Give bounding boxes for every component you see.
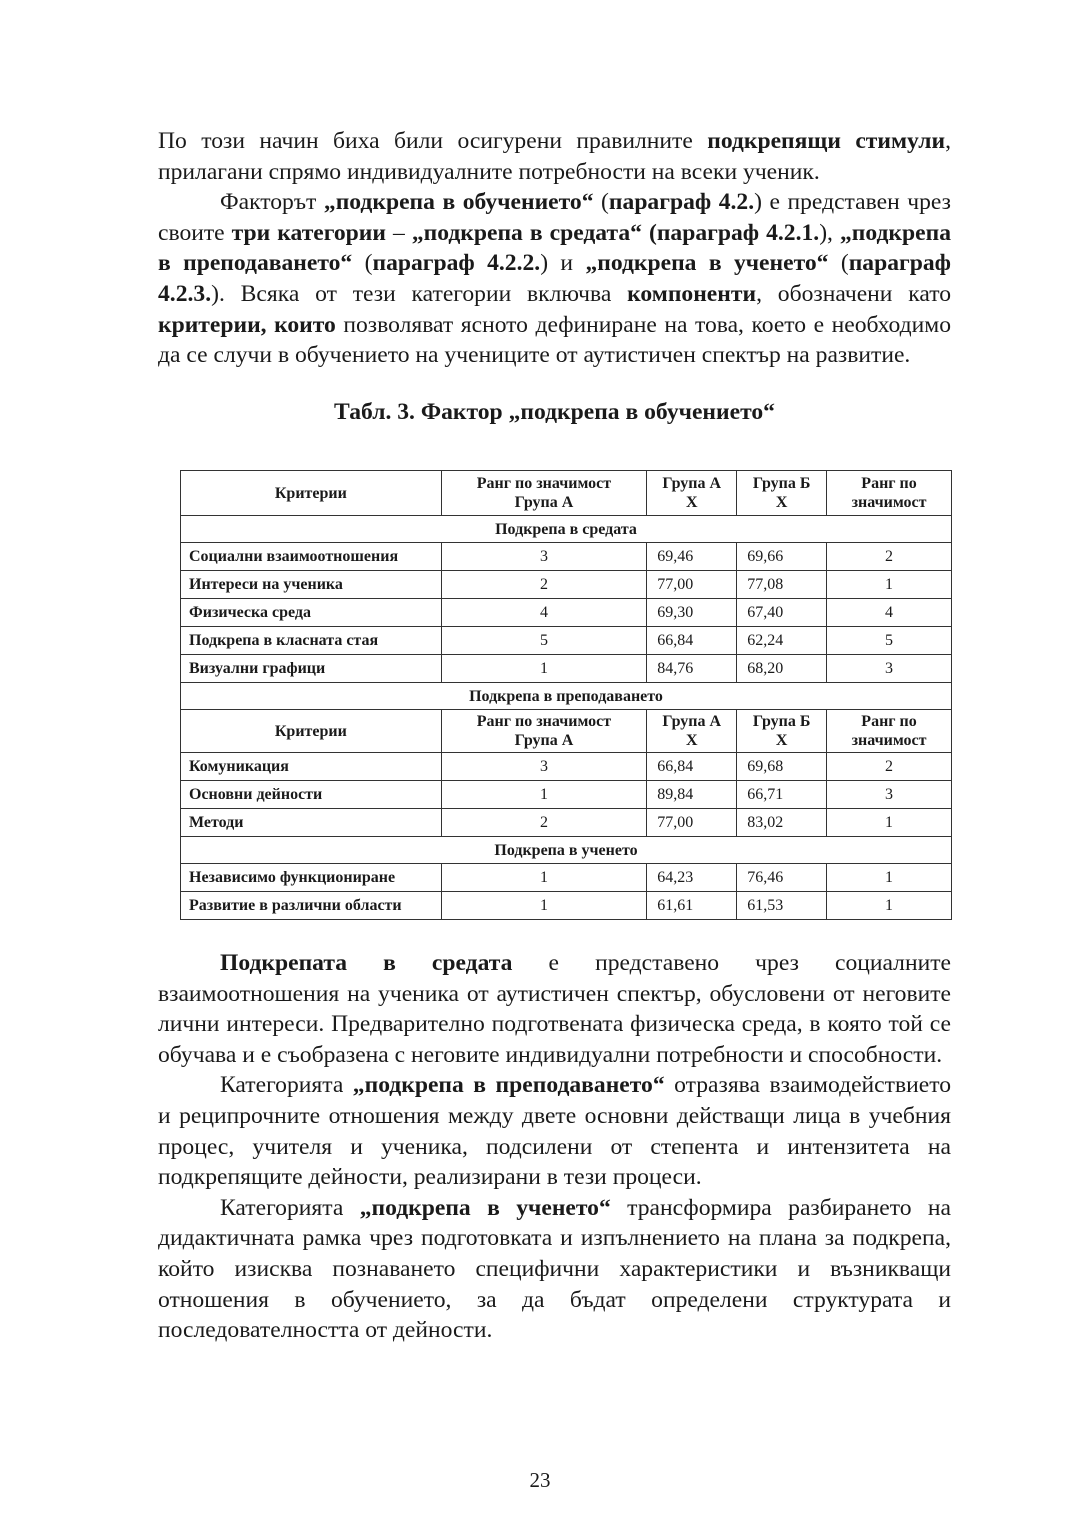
paragraph-5: Категорията „подкрепа в ученето“ трансформира разбирането на дидактичната рамка чрез подготовката и изпълнението на плана за подкрепа, който изисква познаването специфични характеристики и възникващи отношения в обучението, за да бъдат определени структурата и последователността от дейности. bbox=[158, 1194, 952, 1344]
header-rank-a: Ранг по значимост Група А bbox=[441, 471, 647, 516]
table-header bbox=[181, 471, 952, 516]
header-group-a: Група А X bbox=[647, 471, 737, 516]
header-criteria: Критерии bbox=[181, 710, 442, 753]
table-caption: Табл. 3. Фактор „подкрепа в обучението“ bbox=[334, 398, 775, 425]
paragraph-4: Категорията „подкрепа в преподаването“ отразява взаимодействието и реципрочните отношения между двете основни действащи лица в учебния процес, учителя и ученика, подсилени от степента и интензитета на подкрепящите дейности, реализирани в тези процеси. bbox=[158, 1072, 951, 1191]
cell-group-b: 76,46 bbox=[737, 864, 827, 892]
table-subheader bbox=[181, 710, 952, 753]
page-number: 23 bbox=[529, 1468, 551, 1492]
cell-group-a: 77,00 bbox=[647, 571, 737, 599]
cell-group-a: 77,00 bbox=[647, 809, 737, 837]
header-rank: Ранг по значимост bbox=[827, 471, 952, 516]
cell-group-b: 66,71 bbox=[737, 781, 827, 809]
header-group-b: Група Б X bbox=[737, 710, 827, 753]
cell-group-b: 61,53 bbox=[737, 892, 827, 920]
table-row bbox=[181, 655, 952, 683]
cell-rank: 4 bbox=[827, 599, 952, 627]
section-title: Подкрепа в преподаването bbox=[181, 683, 952, 710]
cell-rank-a: 4 bbox=[441, 599, 647, 627]
paragraph-3: Подкрепата в средата е представено чрез социалните взаимоотношения на ученика от аутистичен спектър, обусловени от неговите лични интереси. Предварително подготвената физическа среда, в която той се обучава и е съобразена с неговите индивидуални потребности и способности. bbox=[158, 950, 951, 1068]
header-rank: Ранг по значимост bbox=[827, 710, 952, 753]
cell-group-b: 77,08 bbox=[737, 571, 827, 599]
cell-criterion: Основни дейности bbox=[181, 781, 442, 809]
cell-rank-a: 1 bbox=[441, 655, 647, 683]
cell-criterion: Комуникация bbox=[181, 753, 442, 781]
cell-rank: 2 bbox=[827, 543, 952, 571]
cell-group-b: 69,68 bbox=[737, 753, 827, 781]
cell-criterion: Подкрепа в класната стая bbox=[181, 627, 442, 655]
cell-rank-a: 2 bbox=[441, 809, 647, 837]
cell-rank-a: 3 bbox=[441, 543, 647, 571]
cell-rank: 1 bbox=[827, 892, 952, 920]
header-group-b: Група Б X bbox=[737, 471, 827, 516]
table-row bbox=[181, 753, 952, 781]
cell-criterion: Методи bbox=[181, 809, 442, 837]
cell-group-a: 69,30 bbox=[647, 599, 737, 627]
table-row bbox=[181, 543, 952, 571]
cell-group-a: 69,46 bbox=[647, 543, 737, 571]
cell-group-a: 89,84 bbox=[647, 781, 737, 809]
cell-rank: 2 bbox=[827, 753, 952, 781]
cell-rank-a: 3 bbox=[441, 753, 647, 781]
cell-group-a: 84,76 bbox=[647, 655, 737, 683]
table-row bbox=[181, 571, 952, 599]
cell-group-b: 68,20 bbox=[737, 655, 827, 683]
cell-group-b: 67,40 bbox=[737, 599, 827, 627]
cell-group-a: 66,84 bbox=[647, 627, 737, 655]
cell-rank: 1 bbox=[827, 571, 952, 599]
table-row bbox=[181, 599, 952, 627]
header-rank-a: Ранг по значимост Група А bbox=[441, 710, 647, 753]
cell-criterion: Визуални графици bbox=[181, 655, 442, 683]
section-title: Подкрепа в ученето bbox=[181, 837, 952, 864]
cell-rank-a: 1 bbox=[441, 892, 647, 920]
cell-rank-a: 2 bbox=[441, 571, 647, 599]
cell-group-b: 83,02 bbox=[737, 809, 827, 837]
cell-criterion: Физическа среда bbox=[181, 599, 442, 627]
paragraph-2: Факторът „подкрепа в обучението“ (параграф 4.2.) е представен чрез своите три категории – „подкрепа в средата“ (параграф 4.2.1.), „подкрепа в преподаването“ (параграф 4.2.2.) и „подкрепа в ученето“ (параграф 4.2.3.). Всяка от тези категории включва компоненти, обозначени като критерии, които позволяват ясното дефиниране на това, което е необходимо да се случи в обучението на учениците от аутистичен спектър на развитие. bbox=[158, 189, 952, 369]
cell-criterion: Независимо функциониране bbox=[181, 864, 442, 892]
cell-criterion: Интереси на ученика bbox=[181, 571, 442, 599]
cell-rank: 1 bbox=[827, 864, 952, 892]
table-row bbox=[181, 864, 952, 892]
table-row bbox=[181, 781, 952, 809]
cell-rank-a: 1 bbox=[441, 864, 647, 892]
cell-rank: 1 bbox=[827, 809, 952, 837]
cell-rank: 3 bbox=[827, 781, 952, 809]
outro-text bbox=[158, 948, 951, 1346]
header-criteria: Критерии bbox=[181, 471, 442, 516]
paragraph-1: По този начин биха били осигурени правилните подкрепящи стимули, прилагани спрямо индивидуалните потребности на всеки ученик. bbox=[158, 128, 951, 185]
cell-rank-a: 5 bbox=[441, 627, 647, 655]
cell-criterion: Развитие в различни области bbox=[181, 892, 442, 920]
table-row bbox=[181, 892, 952, 920]
cell-group-b: 69,66 bbox=[737, 543, 827, 571]
table-row bbox=[181, 627, 952, 655]
cell-rank: 5 bbox=[827, 627, 952, 655]
intro-text bbox=[158, 126, 951, 451]
header-group-a: Група А X bbox=[647, 710, 737, 753]
cell-group-a: 66,84 bbox=[647, 753, 737, 781]
table-row bbox=[181, 809, 952, 837]
cell-group-b: 62,24 bbox=[737, 627, 827, 655]
cell-group-a: 61,61 bbox=[647, 892, 737, 920]
factor-table bbox=[180, 470, 952, 920]
cell-group-a: 64,23 bbox=[647, 864, 737, 892]
section-title: Подкрепа в средата bbox=[181, 516, 952, 543]
cell-rank: 3 bbox=[827, 655, 952, 683]
cell-rank-a: 1 bbox=[441, 781, 647, 809]
cell-criterion: Социални взаимоотношения bbox=[181, 543, 442, 571]
